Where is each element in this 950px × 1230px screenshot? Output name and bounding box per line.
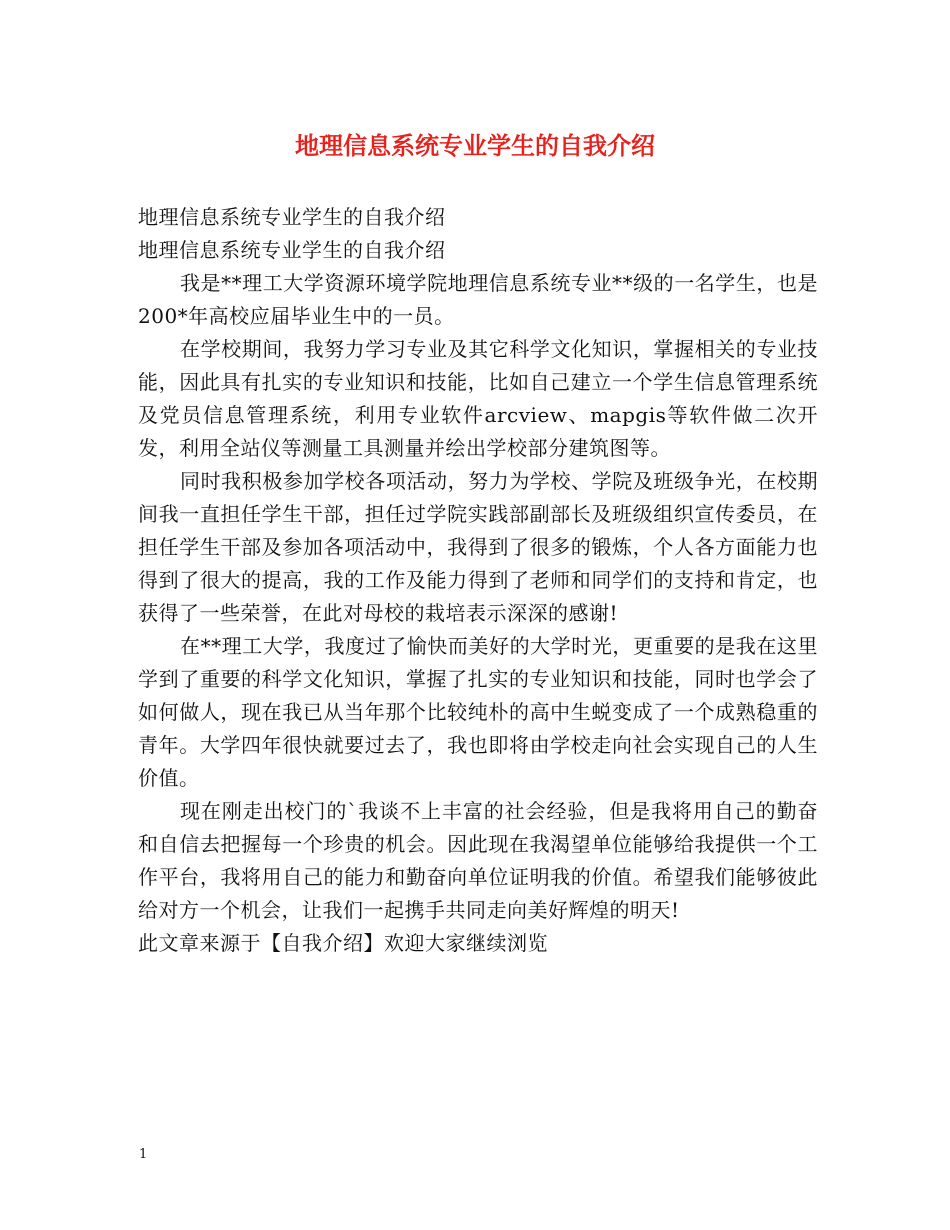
document-body <box>138 201 818 960</box>
heading-line-2: 地理信息系统专业学生的自我介绍 <box>138 238 446 262</box>
page-number: 1 <box>139 1147 148 1162</box>
paragraph-5: 现在刚走出校门的`我谈不上丰富的社会经验，但是我将用自己的勤奋和自信去把握每一个珍贵的机会。因此现在我渴望单位能够给我提供一个工作平台，我将用自己的能力和勤奋向单位证明我的价值。希望我们能够彼此给对方一个机会，让我们一起携手共同走向美好辉煌的明天! <box>138 799 818 922</box>
paragraph-3: 同时我积极参加学校各项活动，努力为学校、学院及班级争光，在校期间我一直担任学生干部，担任过学院实践部副部长及班级组织宣传委员，在担任学生干部及参加各项活动中，我得到了很多的锻炼，个人各方面能力也得到了很大的提高，我的工作及能力得到了老师和同学们的支持和肯定，也获得了一些荣誉，在此对母校的栽培表示深深的感谢! <box>138 469 818 625</box>
paragraph-4: 在**理工大学，我度过了愉快而美好的大学时光，更重要的是我在这里学到了重要的科学文化知识，掌握了扎实的专业知识和技能，同时也学会了如何做人，现在我已从当年那个比较纯朴的高中生蜕变成了一个成熟稳重的青年。大学四年很快就要过去了，我也即将由学校走向社会实现自己的人生价值。 <box>138 634 818 790</box>
heading-line-1: 地理信息系统专业学生的自我介绍 <box>138 205 446 229</box>
paragraph-2: 在学校期间，我努力学习专业及其它科学文化知识，掌握相关的专业技能，因此具有扎实的专业知识和技能，比如自己建立一个学生信息管理系统及党员信息管理系统，利用专业软件arcview、mapgis等软件做二次开发，利用全站仪等测量工具测量并绘出学校部分建筑图等。 <box>138 337 818 460</box>
page-title: 地理信息系统专业学生的自我介绍 <box>295 131 655 160</box>
paragraph-1: 我是**理工大学资源环境学院地理信息系统专业**级的一名学生，也是200*年高校应届毕业生中的一员。 <box>138 271 818 328</box>
source-note: 此文章来源于【自我介绍】欢迎大家继续浏览 <box>138 931 548 955</box>
